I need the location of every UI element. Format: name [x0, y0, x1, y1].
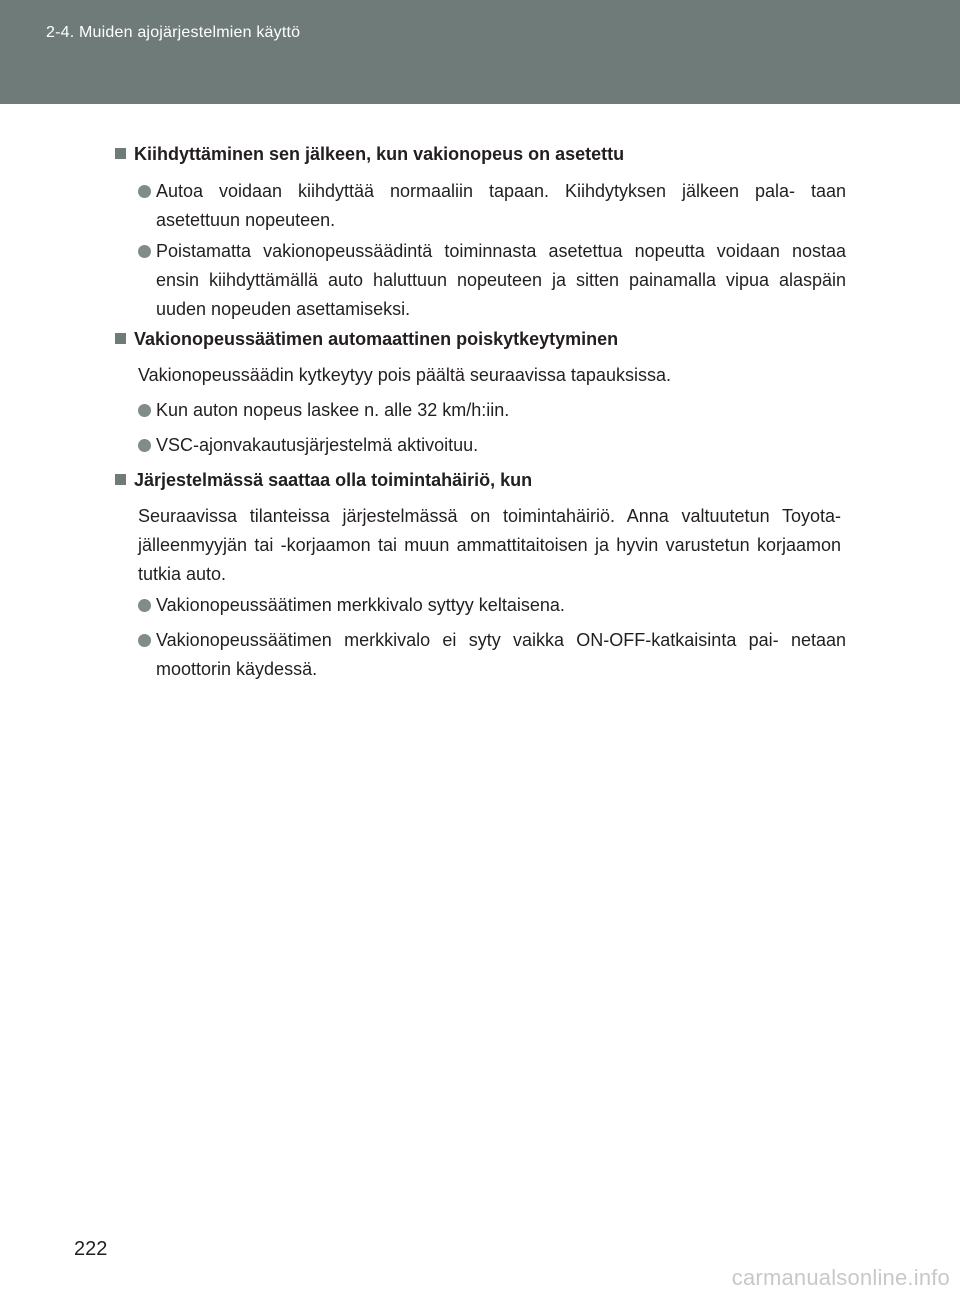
circle-bullet-icon	[138, 245, 151, 258]
list-item	[138, 626, 846, 684]
list-item-text: Kun auton nopeus laskee n. alle 32 km/h:iin.	[156, 400, 510, 420]
circle-bullet-icon	[138, 439, 151, 452]
square-bullet-icon	[115, 333, 126, 344]
header-band	[0, 0, 960, 104]
square-bullet-icon	[115, 474, 126, 485]
list-item	[138, 431, 846, 460]
list-item-text: Vakionopeussäätimen merkkivalo ei syty vaikka ON-OFF-katkaisinta pai- netaan moottorin käydessä.	[156, 630, 846, 679]
list-item-text: VSC-ajonvakautusjärjestelmä aktivoituu.	[156, 435, 479, 455]
list-item	[138, 237, 846, 324]
section-intro: Seuraavissa tilanteissa järjestelmässä on toimintahäiriö. Anna valtuutetun Toyota-jälleenmyyjän tai -korjaamon tai muun ammattitaitoisen ja hyvin varustetun korjaamon tutkia auto.	[138, 506, 841, 584]
circle-bullet-icon	[138, 634, 151, 647]
section-intro: Vakionopeussäädin kytkeytyy pois päältä seuraavissa tapauksissa.	[138, 365, 671, 385]
watermark: carmanualsonline.info	[731, 1265, 950, 1290]
circle-bullet-icon	[138, 185, 151, 198]
list-item-text: Vakionopeussäätimen merkkivalo syttyy keltaisena.	[156, 595, 565, 615]
section-heading-3	[115, 470, 532, 491]
circle-bullet-icon	[138, 599, 151, 612]
list-item	[138, 177, 846, 235]
section-title: 2-4. Muiden ajojärjestelmien käyttö	[46, 24, 301, 41]
square-bullet-icon	[115, 148, 126, 159]
section-heading-1	[115, 144, 624, 165]
list-item-text: Autoa voidaan kiihdyttää normaaliin tapaan. Kiihdytyksen jälkeen pala- taan asetettuun nopeuteen.	[156, 181, 846, 230]
page-number: 222	[74, 1238, 108, 1260]
section-heading-2	[115, 329, 618, 350]
list-item	[138, 396, 846, 425]
list-item-text: Poistamatta vakionopeussäädintä toiminnasta asetettua nopeutta voidaan nostaa ensin kiihdyttämällä auto haluttuun nopeuteen ja sitten painamalla vipua alaspäin uuden nopeuden asettamiseksi.	[156, 241, 846, 319]
circle-bullet-icon	[138, 404, 151, 417]
heading-text: Kiihdyttäminen sen jälkeen, kun vakionopeus on asetettu	[134, 144, 625, 164]
heading-text: Järjestelmässä saattaa olla toimintahäiriö, kun	[134, 470, 533, 490]
list-item	[138, 591, 846, 620]
heading-text: Vakionopeussäätimen automaattinen poiskytkeytyminen	[134, 329, 619, 349]
